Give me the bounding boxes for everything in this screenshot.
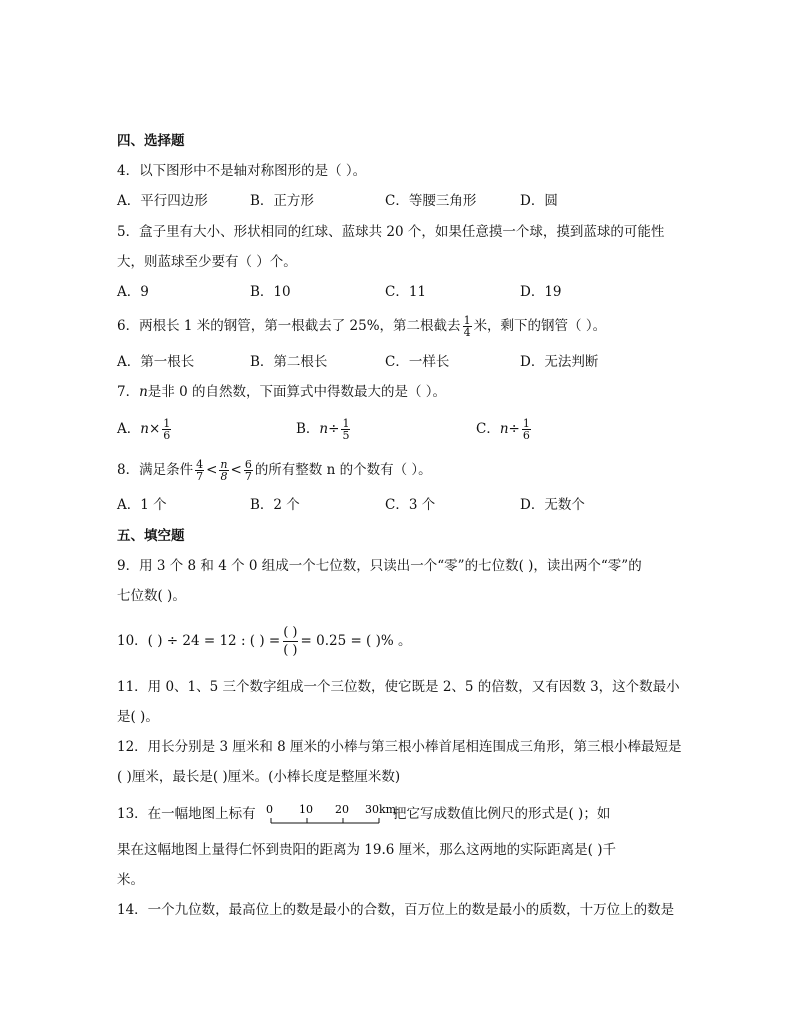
question-13-part-a: 13．在一幅地图上标有 bbox=[117, 806, 256, 822]
q7-c-label: C． bbox=[476, 421, 500, 437]
q8-lt-2: < bbox=[230, 462, 242, 478]
q10-num: ( ) bbox=[283, 625, 298, 640]
question-5-stem-line1: 5．盒子里有大小、形状相同的红球、蓝球共 20 个，如果任意摸一个球，摸到蓝球的可能性 bbox=[117, 224, 665, 240]
q10-fraction bbox=[283, 624, 297, 659]
q7-a-label: A． bbox=[117, 421, 141, 437]
scale-bar-graphic bbox=[265, 803, 397, 829]
q8-f2-num: n bbox=[220, 458, 228, 471]
question-11-line2: 是( )。 bbox=[117, 709, 159, 725]
q6-fraction bbox=[463, 315, 472, 338]
q7-c-expr: n÷ bbox=[499, 421, 520, 437]
q7-a-den: 6 bbox=[163, 429, 171, 442]
q6-option-a: A．第一根长 bbox=[117, 354, 195, 370]
q7-c-num: 1 bbox=[522, 417, 530, 430]
q7-c-den: 6 bbox=[522, 429, 530, 442]
q7-a-frac bbox=[162, 418, 171, 441]
q5-option-a: A．9 bbox=[117, 284, 149, 300]
q8-f3-num: 6 bbox=[244, 458, 252, 471]
q6-option-c: C．一样长 bbox=[385, 354, 450, 370]
q8-lt-1: < bbox=[206, 462, 218, 478]
question-14-line1: 14．一个九位数，最高位上的数是最小的合数，百万位上的数是最小的质数，十万位上的数是 bbox=[117, 902, 675, 918]
q8-f1-num: 4 bbox=[196, 458, 204, 471]
q7-stem-text: 是非 0 的自然数，下面算式中得数最大的是（ ）。 bbox=[147, 384, 447, 400]
scale-tick-30km: 30km bbox=[365, 803, 397, 816]
q7-option-b bbox=[296, 418, 352, 441]
q6-stem-a: 6．两根长 1 米的钢管，第一根截去了 25%，第二根截去 bbox=[117, 318, 461, 334]
q7-c-frac bbox=[522, 418, 531, 441]
scale-tick-20: 20 bbox=[335, 803, 349, 816]
q7-b-den: 5 bbox=[342, 429, 350, 442]
q6-frac-den: 4 bbox=[463, 326, 471, 339]
q7-a-expr: n× bbox=[140, 421, 161, 437]
q8-frac-3 bbox=[244, 459, 253, 482]
q8-option-b: B．2 个 bbox=[250, 497, 300, 513]
q8-frac-2 bbox=[219, 459, 228, 482]
question-12-line1: 12．用长分别是 3 厘米和 8 厘米的小棒与第三根小棒首尾相连围成三角形，第三根小棒最短是 bbox=[117, 739, 682, 755]
q6-stem-b: 米，剩下的钢管（ ）。 bbox=[473, 318, 607, 334]
question-5-stem-line2: 大，则蓝球至少要有（ ）个。 bbox=[117, 254, 297, 270]
map-scale-bar bbox=[265, 803, 397, 829]
q4-option-c: C．等腰三角形 bbox=[385, 193, 477, 209]
question-13-line3: 米。 bbox=[117, 872, 144, 888]
scale-tick-0: 0 bbox=[266, 803, 273, 816]
question-11-line1: 11．用 0、1、5 三个数字组成一个三位数，使它既是 2、5 的倍数，又有因数 3，这个数最小 bbox=[117, 679, 680, 695]
question-12-line2: ( )厘米，最长是( )厘米。(小棒长度是整厘米数) bbox=[117, 769, 401, 785]
question-9-line1: 9．用 3 个 8 和 4 个 0 组成一个七位数，只读出一个“零”的七位数( )，读出两个“零”的 bbox=[117, 558, 642, 574]
q4-option-d: D．圆 bbox=[520, 193, 558, 209]
q6-option-b: B．第二根长 bbox=[250, 354, 328, 370]
q7-option-a bbox=[117, 418, 173, 441]
q6-frac-num: 1 bbox=[463, 314, 471, 327]
q7-option-c bbox=[476, 418, 533, 441]
question-4-stem: 4．以下图形中不是轴对称图形的是（ ）。 bbox=[117, 163, 367, 179]
q8-f2-den: 8 bbox=[220, 470, 228, 483]
q8-option-d: D．无数个 bbox=[520, 497, 585, 513]
section-4-title: 四、选择题 bbox=[117, 133, 185, 149]
question-13-line2: 果在这幅地图上量得仁怀到贵阳的距离为 19.6 厘米，那么这两地的实际距离是( )千 bbox=[117, 842, 616, 858]
question-9-line2: 七位数( )。 bbox=[117, 588, 186, 604]
q5-option-d: D．19 bbox=[520, 284, 562, 300]
q7-variable: n bbox=[139, 384, 148, 400]
q7-b-label: B． bbox=[296, 421, 320, 437]
q8-suffix: 的所有整数 n 的个数有（ ）。 bbox=[254, 462, 432, 478]
q8-f1-den: 7 bbox=[196, 470, 204, 483]
question-10 bbox=[117, 624, 412, 659]
q8-f3-den: 7 bbox=[244, 470, 252, 483]
q7-a-num: 1 bbox=[163, 417, 171, 430]
q10-den: ( ) bbox=[283, 643, 298, 658]
q5-option-b: B．10 bbox=[250, 284, 291, 300]
q10-part-b: = 0.25 = ( )% 。 bbox=[300, 633, 412, 649]
q8-option-c: C．3 个 bbox=[385, 497, 436, 513]
question-7-stem bbox=[117, 383, 446, 401]
q7-b-num: 1 bbox=[342, 417, 350, 430]
section-5-title: 五、填空题 bbox=[117, 528, 185, 544]
question-8-stem bbox=[117, 459, 432, 482]
question-6-stem bbox=[117, 315, 606, 338]
q7-b-frac bbox=[341, 418, 350, 441]
q4-option-b: B．正方形 bbox=[250, 193, 314, 209]
q8-frac-1 bbox=[195, 459, 204, 482]
q5-option-c: C．11 bbox=[385, 284, 427, 300]
q8-prefix: 8．满足条件 bbox=[117, 462, 194, 478]
q7-prefix: 7． bbox=[117, 384, 140, 400]
q4-option-a: A．平行四边形 bbox=[117, 193, 208, 209]
scale-tick-10: 10 bbox=[299, 803, 313, 816]
q10-part-a: 10．( ) ÷ 24 = 12 : ( ) = bbox=[117, 633, 281, 649]
question-13-part-b: 把它写成数值比例尺的形式是( )；如 bbox=[393, 806, 611, 822]
q7-b-expr: n÷ bbox=[319, 421, 340, 437]
q8-option-a: A．1 个 bbox=[117, 497, 167, 513]
q6-option-d: D．无法判断 bbox=[520, 354, 599, 370]
